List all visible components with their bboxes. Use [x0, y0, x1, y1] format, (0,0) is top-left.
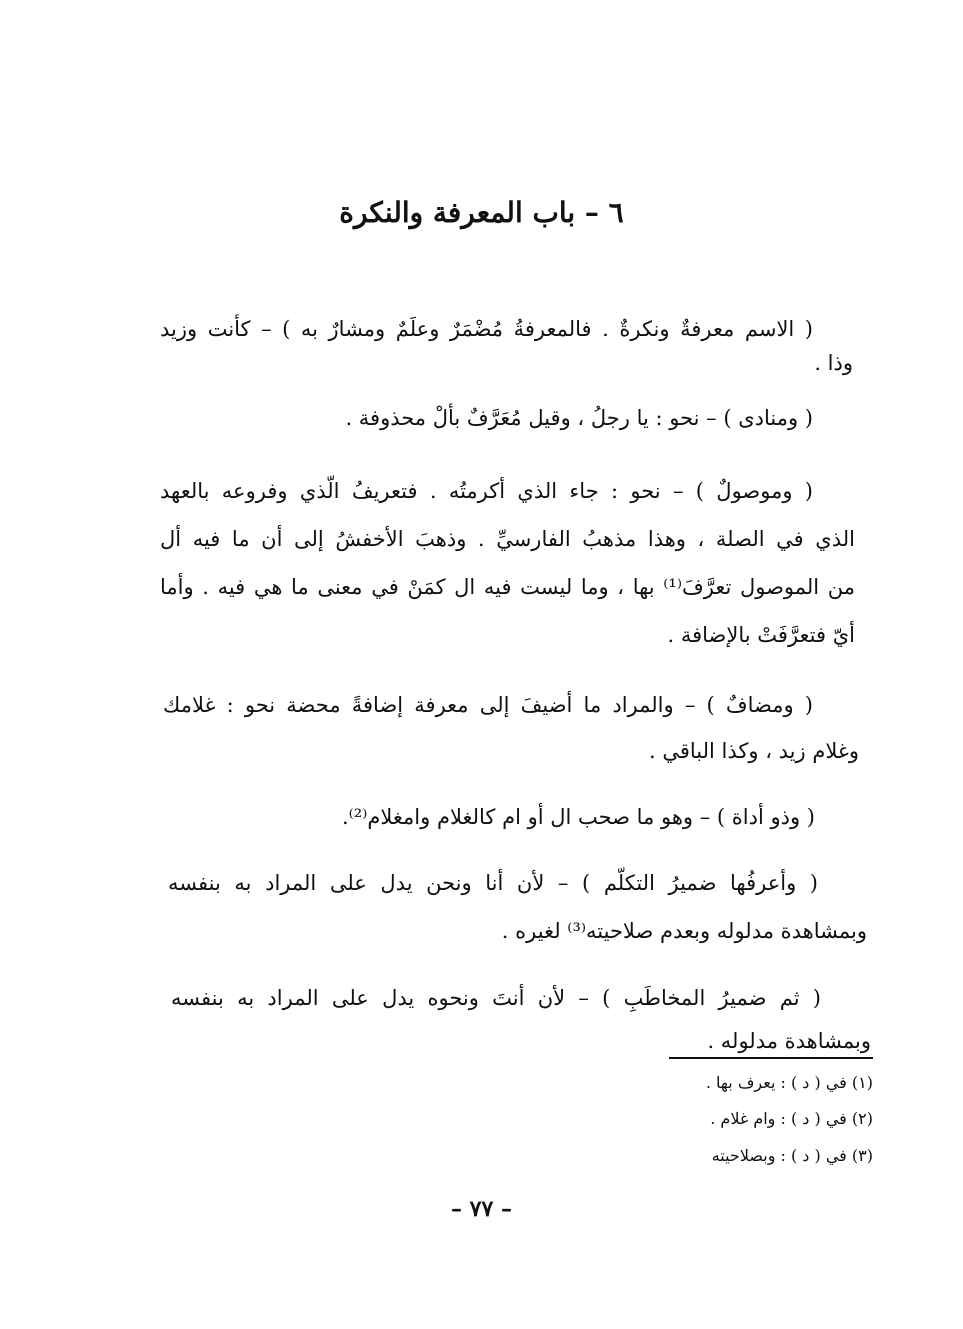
paragraph-3-line-3: من الموصول تعرَّفَ⁽¹⁾ بها ، وما ليست فيه ال كمَنْ في معنى ما هي فيه . وأما — [160, 575, 855, 599]
paragraph-6-line-2: وبمشاهدة مدلوله وبعدم صلاحيته⁽³⁾ لغيره . — [501, 919, 867, 943]
paragraph-1-line-1: ( الاسم معرفةٌ ونكرةٌ . فالمعرفةُ مُضْمَرٌ وعلَمٌ ومشارٌ به ) – كأنت وزيد — [160, 317, 813, 341]
footnote-3: (٣) في ( د ) : وبصلاحيته — [711, 1146, 873, 1165]
paragraph-6-line-1: ( وأعرفُها ضميرُ التكلّم ) – لأن أنا ونحن يدل على المراد به بنفسه — [168, 871, 818, 895]
paragraph-7-line-2: وبمشاهدة مدلوله . — [707, 1029, 871, 1053]
chapter-title: ٦ – باب المعرفة والنكرة — [339, 196, 624, 229]
paragraph-3-line-4: أيّ فتعرَّفَتْ بالإضافة . — [667, 623, 855, 647]
paragraph-3-line-1: ( وموصولٌ ) – نحو : جاء الذي أكرمتُه . فتعريفُ الّذي وفروعه بالعهد — [160, 479, 813, 503]
page-number: – ٧٧ – — [451, 1196, 512, 1222]
paragraph-5-line-1: ( وذو أداة ) – وهو ما صحب ال أو ام كالغلام وامغلام⁽²⁾. — [341, 805, 815, 829]
paragraph-3-line-2: الذي في الصلة ، وهذا مذهبُ الفارسيِّ . وذهبَ الأخفشُ إلى أن ما فيه أل — [160, 527, 855, 551]
paragraph-1-line-2: وذا . — [814, 351, 853, 375]
paragraph-4-line-1: ( ومضافٌ ) – والمراد ما أضيفَ إلى معرفة إضافةً محضة نحو : غلامك — [163, 693, 813, 717]
footnote-1: (١) في ( د ) : يعرف بها . — [705, 1073, 873, 1092]
paragraph-7-line-1: ( ثم ضميرُ المخاطَبِ ) – لأن أنتَ ونحوه يدل على المراد به بنفسه — [171, 986, 821, 1010]
footnote-separator — [669, 1057, 873, 1059]
paragraph-4-line-2: وغلام زيد ، وكذا الباقي . — [649, 739, 859, 763]
paragraph-2-line-1: ( ومنادى ) – نحو : يا رجلُ ، وقيل مُعَرَّفٌ بألْ محذوفة . — [345, 406, 813, 430]
footnote-2: (٢) في ( د ) : وام غلام . — [710, 1109, 873, 1128]
